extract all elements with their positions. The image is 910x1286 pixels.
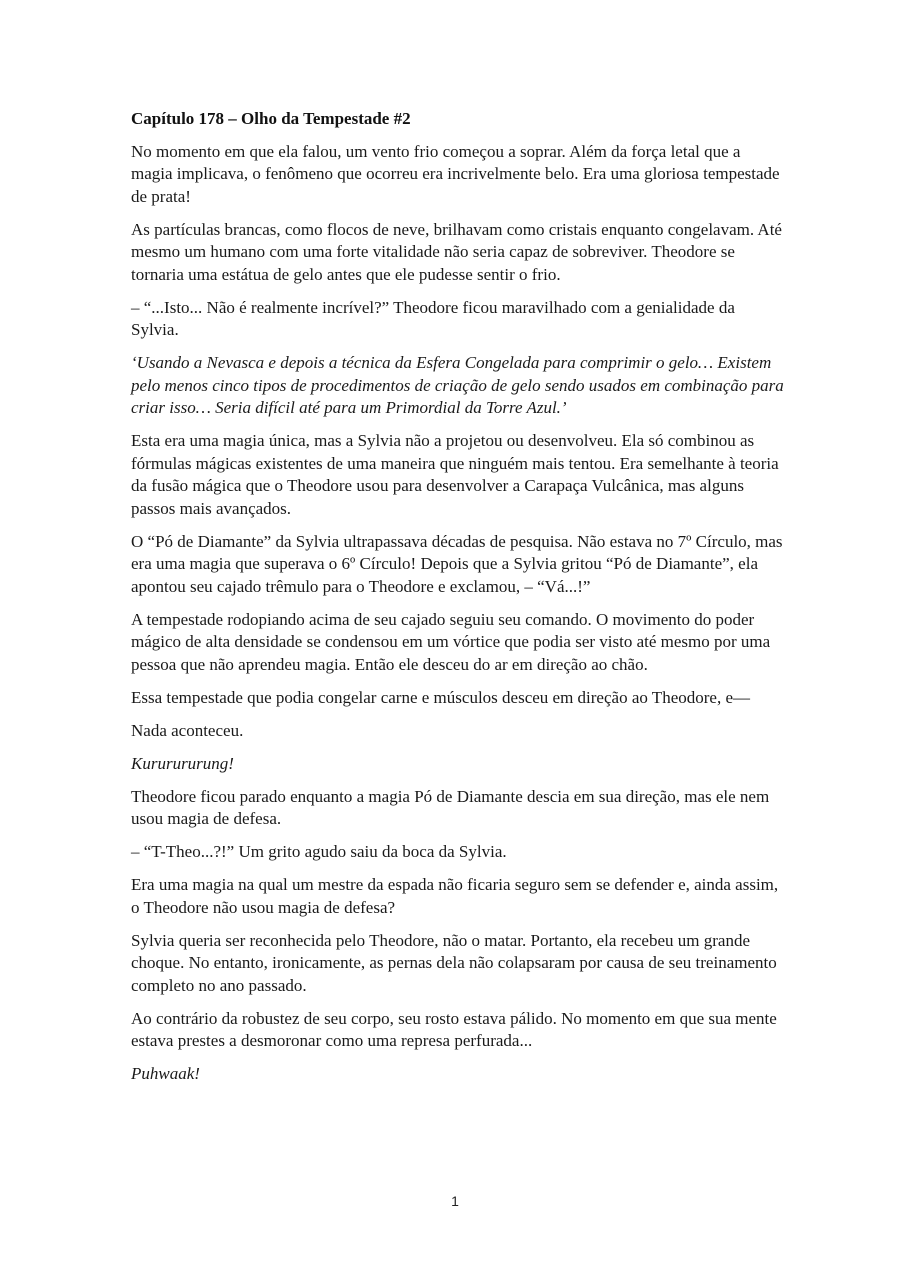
page-number: 1 [451,1193,459,1209]
paragraph: Theodore ficou parado enquanto a magia Pó de Diamante descia em sua direção, mas ele nem usou magia de defesa. [131,786,770,828]
paragraph: As partículas brancas, como flocos de neve, brilhavam como cristais enquanto congelavam. Até mesmo um humano com uma forte vitalidade não seria capaz de sobreviver. Theodore se tornaria uma estátua de gelo antes que ele pudesse sentir o frio. [131,219,782,284]
paragraph: O “Pó de Diamante” da Sylvia ultrapassava décadas de pesquisa. Não estava no 7º Círculo, mas era uma magia que superava o 6º Círculo! Depois que a Sylvia gritou “Pó de Diamante”, ela apontou seu cajado trêmulo para o Theodore e exclamou, – “Vá...!” [131,531,783,596]
sound-effect: Kururururung! [131,753,234,773]
paragraph: – “T-Theo...?!” Um grito agudo saiu da boca da Sylvia. [131,842,507,861]
paragraph: A tempestade rodopiando acima de seu cajado seguiu seu comando. O movimento do poder mágico de alta densidade se condensou em um vórtice que podia ser visto até mesmo por uma pessoa que não aprendeu magia. Então ele desceu do ar em direção ao chão. [131,609,771,674]
chapter-title: Capítulo 178 – Olho da Tempestade #2 [131,109,411,128]
sound-effect: Puhwaak! [131,1064,200,1083]
paragraph: Essa tempestade que podia congelar carne e músculos desceu em direção ao Theodore, e— [131,687,750,707]
document-body [131,108,785,1096]
thought-paragraph: ‘Usando a Nevasca e depois a técnica da Esfera Congelada para comprimir o gelo… Existem pelo menos cinco tipos de procedimentos de criação de gelo sendo usados em combinação para criar isso… Seria difícil até para um Primordial da Torre Azul.’ [131,353,784,417]
paragraph: Sylvia queria ser reconhecida pelo Theodore, não o matar. Portanto, ela recebeu um grande choque. No entanto, ironicamente, as pernas dela não colapsaram por causa de seu treinamento completo no ano passado. [131,930,777,995]
paragraph: Esta era uma magia única, mas a Sylvia não a projetou ou desenvolveu. Ela só combinou as fórmulas mágicas existentes de uma maneira que ninguém mais tentou. Era semelhante à teoria da fusão mágica que o Theodore usou para desenvolver a Carapaça Vulcânica, mas alguns passos mais avançados. [131,431,779,518]
paragraph: Nada aconteceu. [131,720,244,740]
paragraph: – “...Isto... Não é realmente incrível?” Theodore ficou maravilhado com a genialidade da Sylvia. [131,297,735,339]
paragraph: No momento em que ela falou, um vento frio começou a soprar. Além da força letal que a magia implicava, o fenômeno que ocorreu era incrivelmente belo. Era uma gloriosa tempestade de prata! [131,141,780,206]
paragraph: Ao contrário da robustez de seu corpo, seu rosto estava pálido. No momento em que sua mente estava prestes a desmoronar como uma represa perfurada... [131,1008,777,1050]
paragraph: Era uma magia na qual um mestre da espada não ficaria seguro sem se defender e, ainda assim, o Theodore não usou magia de defesa? [131,875,779,917]
